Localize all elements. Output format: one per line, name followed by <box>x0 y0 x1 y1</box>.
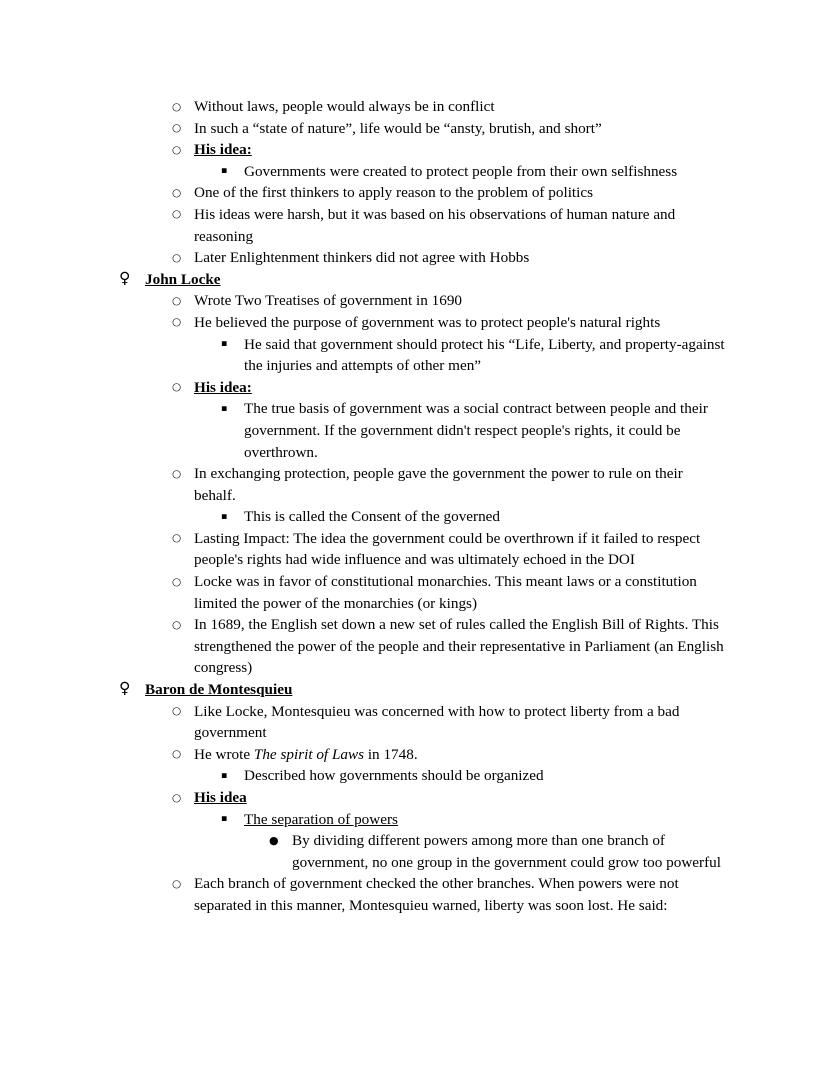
bullet-level-2-icon: ○ <box>172 791 182 804</box>
outline-item-level-2 <box>0 873 828 916</box>
outline-item-level-2 <box>0 571 828 614</box>
outline-item-text: He believed the purpose of government was to protect people's natural rights <box>194 313 661 331</box>
outline-item-text: Without laws, people would always be in conflict <box>194 98 495 115</box>
bullet-level-2-icon: ○ <box>172 618 182 631</box>
outline-item-level-3 <box>0 809 828 831</box>
bullet-level-2-icon: ○ <box>172 705 182 718</box>
outline-item-level-2 <box>0 312 828 334</box>
outline-item-text: In 1689, the English set down a new set of rules called the English Bill of Rights. This strengthened the power of the people and their representative in Parliament (an English congress) <box>194 616 724 677</box>
outline-item-text: His idea: <box>194 378 252 396</box>
outline-item-text: His ideas were harsh, but it was based on his observations of human nature and reasoning <box>194 205 676 245</box>
outline-item-level-2 <box>0 247 828 269</box>
outline-item-text: Described how governments should be organized <box>244 767 544 785</box>
bullet-level-2-icon: ○ <box>172 877 182 890</box>
outline-item-text: Baron de Montesquieu <box>145 681 293 699</box>
text-run: He wrote <box>194 745 254 763</box>
text-run: in 1748. <box>364 745 418 763</box>
outline-item-level-3 <box>0 334 828 377</box>
outline-item-text: His idea <box>194 789 247 806</box>
outline-item-level-2 <box>0 204 828 247</box>
outline-item-level-2 <box>0 528 828 571</box>
outline-item-level-2 <box>0 744 828 766</box>
outline-item-level-2 <box>0 118 828 140</box>
outline-item-level-2 <box>0 290 828 312</box>
outline-item-text: He said that government should protect his “Life, Liberty, and property-against the injuries and attempts of other men” <box>244 335 725 375</box>
outline-item-text: The separation of powers <box>244 810 398 828</box>
text-run: The spirit of Laws <box>253 745 365 763</box>
outline-item-level-2 <box>0 787 828 809</box>
outline-item-text: This is called the Consent of the governed <box>244 508 501 526</box>
bullet-level-2-icon: ○ <box>172 100 182 113</box>
bullet-level-3-icon: ▪ <box>221 402 228 414</box>
bullet-level-2-icon: ○ <box>172 748 182 761</box>
outline-list <box>0 96 828 917</box>
outline-item-text: In exchanging protection, people gave the government the power to rule on their behalf. <box>194 465 683 504</box>
outline-item-text: Governments were created to protect people from their own selfishness <box>244 162 678 180</box>
outline-item-level-3 <box>0 161 828 183</box>
bullet-level-2-icon: ○ <box>172 316 182 329</box>
outline-item-text: The true basis of government was a social contract between people and their government. If the government didn't respect people's rights, it could be overthrown. <box>244 400 708 461</box>
outline-item-level-1 <box>0 269 828 291</box>
outline-item-text: One of the first thinkers to apply reason to the problem of politics <box>194 184 594 202</box>
bullet-level-2-icon: ○ <box>172 122 182 135</box>
outline-item-level-3 <box>0 398 828 463</box>
outline-item-text: Wrote Two Treatises of government in 1690 <box>194 292 463 310</box>
outline-item-level-2 <box>0 139 828 161</box>
bullet-level-2-icon: ○ <box>172 251 182 264</box>
outline-item-level-4 <box>0 830 828 873</box>
outline-item-text: John Locke <box>145 270 221 288</box>
bullet-level-3-icon: ▪ <box>221 338 228 350</box>
outline-item-text: Later Enlightenment thinkers did not agree with Hobbs <box>194 249 530 267</box>
bullet-level-1-icon: ♀ <box>119 679 131 698</box>
outline-item-level-1 <box>0 679 828 701</box>
bullet-level-3-icon: ▪ <box>221 813 228 825</box>
outline-item-level-2 <box>0 463 828 506</box>
outline-item-text: Like Locke, Montesquieu was concerned with how to protect liberty from a bad government <box>194 702 680 742</box>
bullet-level-2-icon: ○ <box>172 186 182 199</box>
bullet-level-2-icon: ○ <box>172 143 182 156</box>
outline-item-level-2 <box>0 182 828 204</box>
outline-item-level-3 <box>0 765 828 787</box>
bullet-level-3-icon: ▪ <box>221 769 228 781</box>
bullet-level-1-icon: ♀ <box>119 268 131 287</box>
bullet-level-3-icon: ▪ <box>221 510 228 522</box>
bullet-level-2-icon: ○ <box>172 467 182 480</box>
outline-item-text <box>194 744 725 766</box>
bullet-level-2-icon: ○ <box>172 532 182 545</box>
outline-item-level-2 <box>0 614 828 679</box>
outline-item-text: In such a “state of nature”, life would be “ansty, brutish, and short” <box>194 119 602 137</box>
outline-item-level-3 <box>0 506 828 528</box>
bullet-level-2-icon: ○ <box>172 208 182 221</box>
outline-item-text: Locke was in favor of constitutional monarchies. This meant laws or a constitution limited the power of the monarchies (or kings) <box>194 573 697 612</box>
bullet-level-2-icon: ○ <box>172 294 182 307</box>
bullet-level-2-icon: ○ <box>172 575 182 588</box>
bullet-level-4-icon: ● <box>269 833 279 847</box>
outline-item-level-2 <box>0 377 828 399</box>
outline-item-level-2 <box>0 701 828 744</box>
outline-item-text: His idea: <box>194 141 252 159</box>
bullet-level-2-icon: ○ <box>172 381 182 394</box>
outline-item-text: Lasting Impact: The idea the government could be overthrown if it failed to respect people's rights had wide influence and was ultimately echoed in the DOI <box>194 529 701 569</box>
outline-item-text: Each branch of government checked the other branches. When powers were not separated in this manner, Montesquieu warned, liberty was soon lost. He said: <box>194 875 679 914</box>
outline-item-level-2 <box>0 96 828 118</box>
outline-item-text: By dividing different powers among more than one branch of government, no one group in the government could grow too powerful <box>292 832 721 871</box>
bullet-level-3-icon: ▪ <box>221 165 228 177</box>
